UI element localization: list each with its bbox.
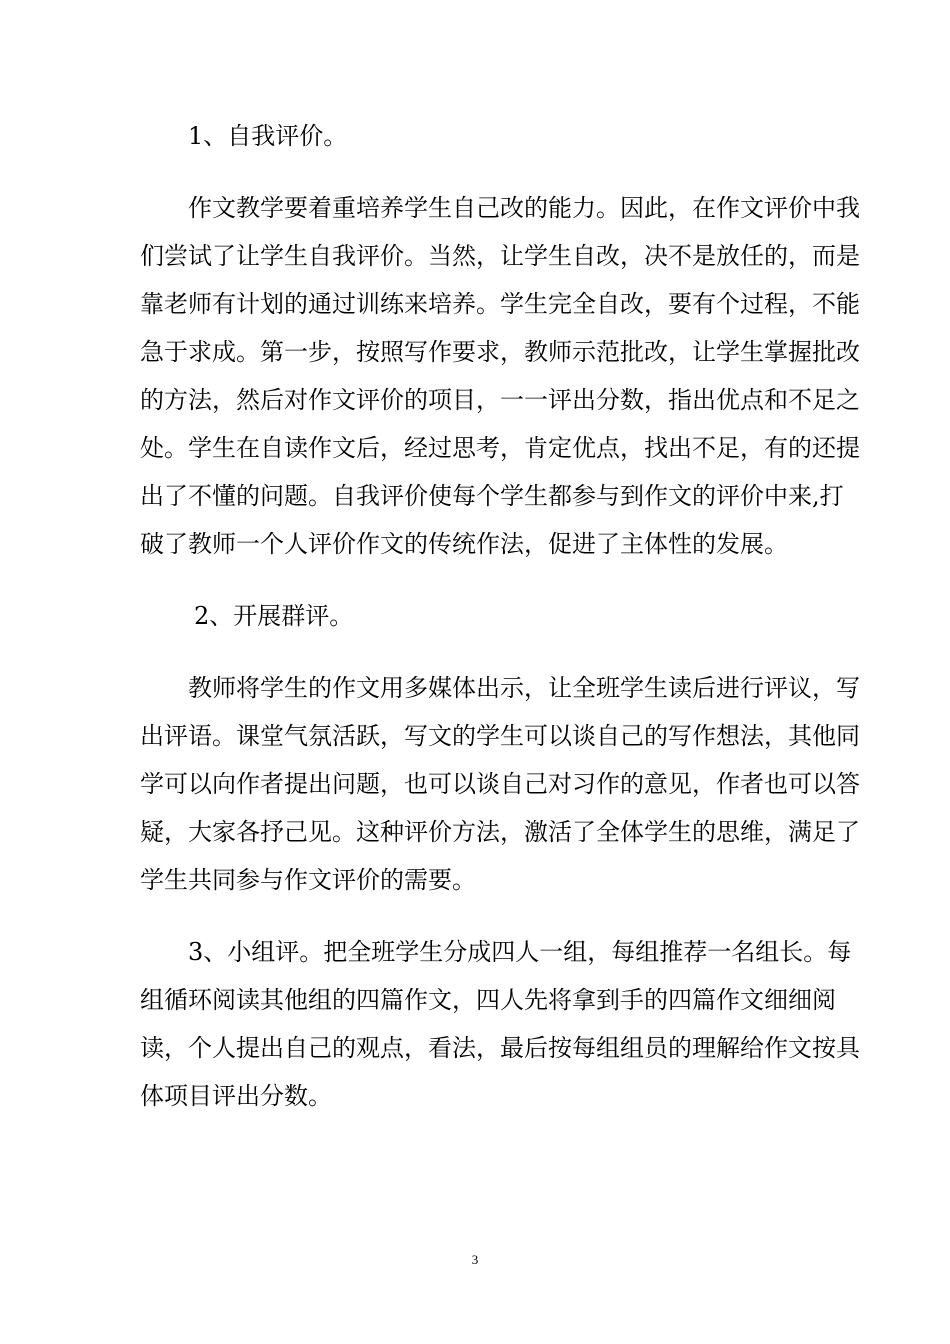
section-2-line-3: 学可以向作者提出问题，也可以谈自己对习作的意见，作者也可以答 [140, 770, 860, 798]
section-2-heading: 2、开展群评。 [194, 602, 354, 630]
section-2-line-5: 学生共同参与作文评价的需要。 [140, 866, 476, 894]
section-1-line-6: 处。学生在自读作文后，经过思考，肯定优点，找出不足，有的还提 [140, 434, 860, 462]
section-3-line-3: 读，个人提出自己的观点，看法，最后按每组组员的理解给作文按具 [140, 1034, 860, 1062]
section-2-line-1: 教师将学生的作文用多媒体出示，让全班学生读后进行评议，写 [188, 674, 860, 702]
section-1-line-5: 的方法，然后对作文评价的项目，一一评出分数，指出优点和不足之 [140, 386, 860, 414]
section-1-line-4: 急于求成。第一步，按照写作要求，教师示范批改，让学生掌握批改 [140, 338, 860, 366]
section-1-line-1: 作文教学要着重培养学生自己改的能力。因此，在作文评价中我 [188, 194, 860, 222]
section-3-line-2: 组循环阅读其他组的四篇作文，四人先将拿到手的四篇作文细细阅 [140, 986, 836, 1014]
section-1-line-2: 们尝试了让学生自我评价。当然，让学生自改，决不是放任的，而是 [140, 242, 860, 270]
section-1-heading: 1、自我评价。 [188, 122, 348, 150]
section-3-line-4: 体项目评出分数。 [140, 1082, 332, 1110]
section-1-line-7: 出了不懂的问题。自我评价使每个学生都参与到作文的评价中来,打 [140, 482, 844, 510]
section-2-line-2: 出评语。课堂气氛活跃，写文的学生可以谈自己的写作想法，其他同 [140, 722, 860, 750]
page-number: 3 [471, 1252, 479, 1267]
section-2-line-4: 疑，大家各抒己见。这种评价方法，激活了全体学生的思维，满足了 [140, 818, 860, 846]
section-3-line-1: 3、小组评。把全班学生分成四人一组，每组推荐一名组长。每 [188, 938, 852, 966]
section-1-line-8: 破了教师一个人评价作文的传统作法，促进了主体性的发展。 [140, 530, 788, 558]
section-1-line-3: 靠老师有计划的通过训练来培养。学生完全自改，要有个过程，不能 [140, 290, 860, 318]
